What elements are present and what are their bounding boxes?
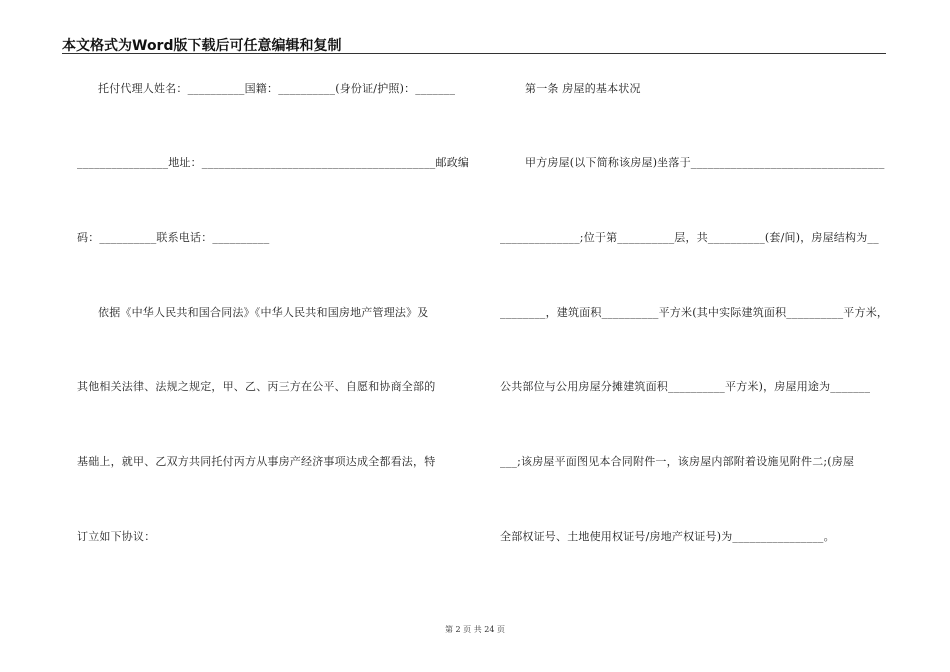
right-line-5: 公共部位与公用房屋分摊建筑面积__________平方米)，房屋用途为_______	[500, 380, 871, 393]
right-line-1: 第一条 房屋的基本状况	[525, 82, 641, 95]
right-line-7: 全部权证号、土地使用权证号/房地产权证号)为________________。	[500, 530, 835, 543]
right-line-6: ___;该房屋平面图见本合同附件一，该房屋内部附着设施见附件二;(房屋	[500, 455, 855, 468]
right-line-4: ________，建筑面积__________平方米(其中实际建筑面积__________平方米，	[500, 306, 889, 319]
header-title: 本文格式为Word版下载后可任意编辑和复制	[62, 38, 342, 54]
left-line-7: 订立如下协议：	[77, 530, 156, 543]
left-line-2: ________________地址：_________________________________________邮政编	[77, 156, 470, 169]
document-header	[62, 33, 886, 54]
left-line-3: 码：__________联系电话：__________	[77, 231, 270, 244]
left-line-1: 托付代理人姓名：__________国籍：__________(身份证/护照)：_______	[98, 82, 456, 95]
left-line-4: 依据《中华人民共和国合同法》《中华人民共和国房地产管理法》及	[98, 306, 429, 319]
left-line-5: 其他相关法律、法规之规定，甲、乙、丙三方在公平、自愿和协商全部的	[77, 380, 436, 393]
left-line-6: 基础上，就甲、乙双方共同托付丙方从事房产经济事项达成全都看法，特	[77, 455, 436, 468]
right-line-3: ______________;位于第__________层，共__________(套/间)，房屋结构为__	[500, 231, 879, 244]
right-line-2: 甲方房屋(以下简称该房屋)坐落于__________________________________	[525, 156, 885, 169]
page-number: 第 2 页 共 24 页	[445, 625, 505, 634]
